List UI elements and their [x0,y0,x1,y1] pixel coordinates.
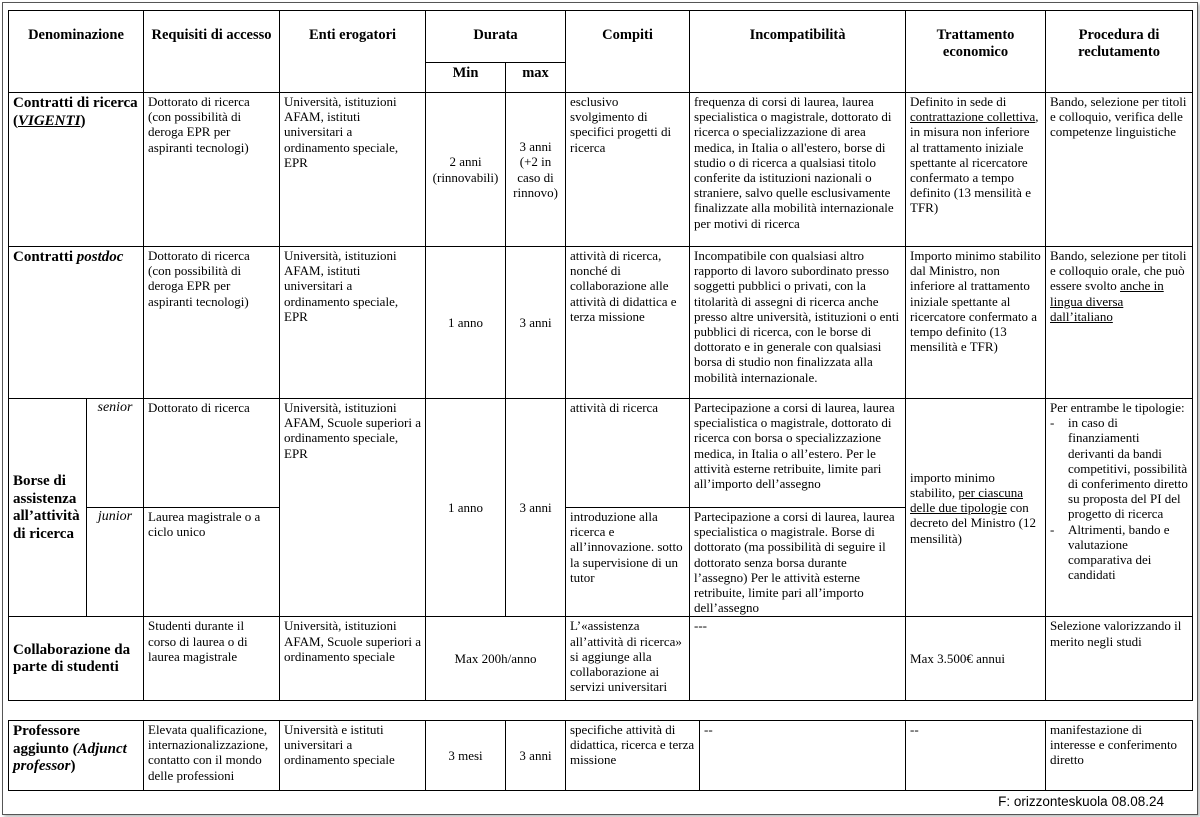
header-requisiti: Requisiti di accesso [144,11,280,93]
cell-durata: Max 200h/anno [426,617,566,701]
cell-trattamento: Definito in sede di contrattazione collettiva, in misura non inferiore al trattamento iniziale spettante al ricercatore confermato a tempo definito (13 mensilità e TFR) [906,93,1046,247]
cell-enti: Università, istituzioni AFAM, Scuole superiori a ordinamento speciale, EPR [280,399,426,617]
list-item: - in caso di finanziamenti derivanti da bandi competitivi, possibilità di conferimento diretto su proposta del PI del progetto di ricerca [1050,415,1188,521]
header-compiti: Compiti [566,11,690,93]
row-label: Borse di assistenza all’attività di ricerca [9,399,87,617]
cell-incompatibilita-senior: Partecipazione a corsi di laurea, laurea specialistica o magistrale, dottorato di ricerca con borsa o specializzazione medica, in Italia o all’estero. Per le attività esterne retribuite, limite pari all’importo dell’assegno [690,399,906,508]
cell-enti: Università, istituzioni AFAM, istituti universitari a ordinamento speciale, EPR [280,247,426,399]
cell-requisiti: Studenti durante il corso di laurea o di laurea magistrale [144,617,280,701]
procedura-list [1050,415,1188,582]
header-procedura: Procedura di reclutamento [1046,11,1193,93]
cell-max: 3 anni [506,399,566,617]
cell-trattamento: Importo minimo stabilito dal Ministro, non inferiore al trattamento iniziale spettante al ricercatore confermato a tempo definito (13 mensilità e TFR) [906,247,1046,399]
header-trattamento: Trattamento economico [906,11,1046,93]
row-professore [9,721,1193,791]
cell-trattamento: Max 3.500€ annui [906,617,1046,701]
cell-min: 3 mesi [426,721,506,791]
cell-max: 3 anni (+2 in caso di rinnovo) [506,93,566,247]
cell-enti: Università e istituti universitari a ordinamento speciale [280,721,426,791]
header-durata: Durata [426,11,566,63]
cell-compiti: esclusivo svolgimento di specifici progetti di ricerca [566,93,690,247]
source-footer: F: orizzonteskuola 08.08.24 [998,794,1164,809]
cell-incompatibilita: --- [690,617,906,701]
cell-compiti-senior: attività di ricerca [566,399,690,508]
cell-compiti: L’«assistenza all’attività di ricerca» si aggiunge alla collaborazione ai servizi universitari [566,617,690,701]
cell-max: 3 anni [506,721,566,791]
cell-procedura: Bando, selezione per titoli e colloquio orale, che può essere svolto anche in lingua diversa dall’italiano [1046,247,1193,399]
row-label: Contratti postdoc [9,247,144,399]
cell-enti: Università, istituzioni AFAM, Scuole superiori a ordinamento speciale [280,617,426,701]
cell-enti: Università, istituzioni AFAM, istituti universitari a ordinamento speciale, EPR [280,93,426,247]
cell-min: 1 anno [426,247,506,399]
header-enti: Enti erogatori [280,11,426,93]
cell-compiti: specifiche attività di didattica, ricerca e terza missione [566,721,700,791]
cell-requisiti-senior: Dottorato di ricerca [144,399,280,508]
header-incompatibilita: Incompatibilità [690,11,906,93]
row-label: Professore aggiunto (Adjunct professor) [9,721,144,791]
cell-incompatibilita: Incompatibile con qualsiasi altro rapporto di lavoro subordinato presso soggetti pubblici o privati, con la titolarità di assegni di ricerca anche presso altre università, istituzioni o enti pubblici di ricerca, con le borse di dottorato e in generale con qualsiasi borsa di studio non finalizzata alla mobilità internazionale. [690,247,906,399]
cell-compiti: attività di ricerca, nonché di collaborazione alle attività di didattica e terza missione [566,247,690,399]
cell-compiti-junior: introduzione alla ricerca e all’innovazione. sotto la supervisione di un tutor [566,508,690,617]
cell-requisiti: Dottorato di ricerca (con possibilità di deroga EPR per aspiranti tecnologi) [144,93,280,247]
cell-trattamento: importo minimo stabilito, per ciascuna delle due tipologie con decreto del Ministro (12 mensilità) [906,399,1046,617]
cell-max: 3 anni [506,247,566,399]
header-min: Min [426,63,506,93]
cell-procedura: Selezione valorizzando il merito negli studi [1046,617,1193,701]
row-postdoc [9,247,1193,399]
row-label: Contratti di ricerca (VIGENTI) [9,93,144,247]
row-label: Collaborazione da parte di studenti [9,617,144,701]
row-collaborazione [9,617,1193,701]
cell-trattamento: -- [906,721,1046,791]
list-item: - Altrimenti, bando e valutazione comparativa dei candidati [1050,522,1188,583]
sublabel-senior: senior [87,399,144,508]
sublabel-junior: junior [87,508,144,617]
header-denominazione: Denominazione [9,11,144,93]
cell-procedura: Bando, selezione per titoli e colloquio, verifica delle competenze linguistiche [1046,93,1193,247]
cell-requisiti: Dottorato di ricerca (con possibilità di deroga EPR per aspiranti tecnologi) [144,247,280,399]
secondary-table [8,720,1193,791]
cell-incompatibilita-junior: Partecipazione a corsi di laurea, laurea specialistica o magistrale. Borse di dottorato (ma possibilità di seguire il dottorato senza borsa durante l’assegno) Per le attività esterne retribuite, limite pari all’importo dell’assegno [690,508,906,617]
main-table [8,10,1193,701]
header-max: max [506,63,566,93]
cell-procedura: manifestazione di interesse e conferimento diretto [1046,721,1193,791]
procedura-intro: Per entrambe le tipologie: [1050,400,1185,415]
cell-incompatibilita: -- [700,721,906,791]
cell-incompatibilita: frequenza di corsi di laurea, laurea specialistica o magistrale, dottorato di ricerca o specializzazione di area medica, in Italia o all'estero, borse di studio o di ricerca a qualsiasi titolo conferite da istituzioni nazionali o straniere, salvo quelle esclusivamente finalizzate alla mobilità internazionale per motivi di ricerca [690,93,906,247]
cell-requisiti-junior: Laurea magistrale o a ciclo unico [144,508,280,617]
cell-min: 1 anno [426,399,506,617]
cell-requisiti: Elevata qualificazione, internazionalizzazione, contatto con il mondo delle professioni [144,721,280,791]
cell-min: 2 anni (rinnovabili) [426,93,506,247]
row-borse-senior [9,399,1193,508]
row-contratti-ricerca [9,93,1193,247]
cell-procedura [1046,399,1193,617]
